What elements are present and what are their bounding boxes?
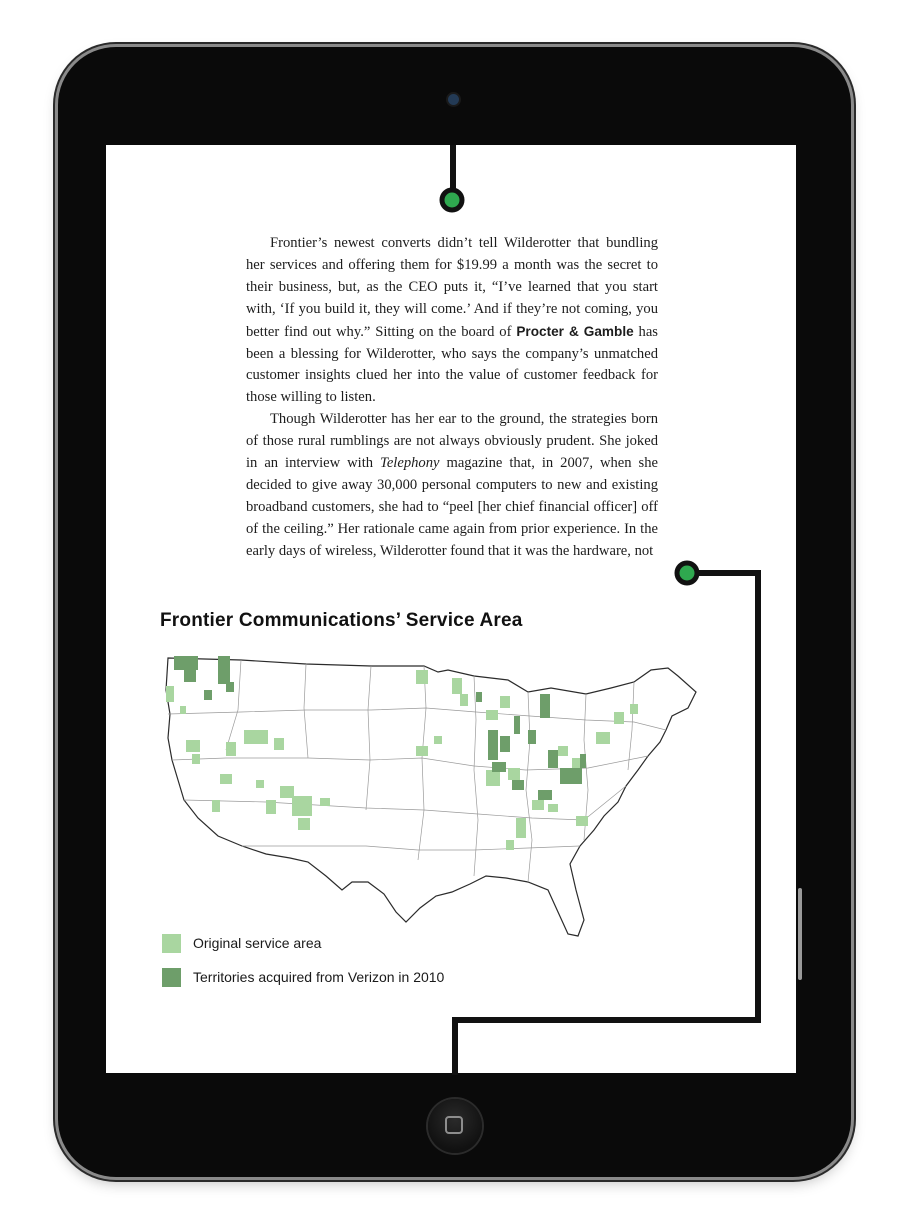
legend-swatch-verizon [162,968,181,987]
map-title: Frontier Communications’ Service Area [160,610,523,631]
map-legend [162,933,444,1001]
article-body [246,233,658,563]
magazine-name: Telephony [380,455,440,472]
home-square-icon [445,1116,463,1134]
legend-label-original: Original service area [193,935,322,951]
volume-button[interactable] [798,888,802,980]
legend-label-verizon: Territories acquired from Verizon in 2010 [193,969,445,985]
paragraph-1: Frontier’s newest converts didn’t tell Wilderotter that bundling her services and offering them for $19.99 a month was the secret to their business, but, as the CEO puts it, “I’ve learned that you start with, ‘If you build it, they will come.’ And if they’re not coming, you better find out why.” Sitting on the board of Procter & Gamble has been a blessing for Wilderotter, who says the company’s unmatched customer insights clued her into the value of customer feedback for those willing to listen. [246,235,658,406]
brand-link-procter-gamble[interactable]: Procter & Gamble [516,323,634,339]
legend-item-verizon [162,967,444,987]
legend-swatch-original [162,934,181,953]
legend-item-original [162,933,444,953]
us-service-area-map [156,650,716,950]
camera-icon [448,94,459,105]
home-button[interactable] [428,1099,482,1153]
ebook-page [106,145,796,1073]
paragraph-2: Though Wilderotter has her ear to the ground, the strategies born of those rural rumblings are not always obviously prudent. She joked in an interview with Telephony magazine that, in 2007, when she decided to give away 30,000 personal computers to new and existing broadband customers, she had to “peel [her chief financial officer] off of the ceiling.” Her rationale came again from prior experience. In the early days of wireless, Wilderotter found that it was the hardware, not [246,411,658,559]
us-outline [166,658,696,936]
